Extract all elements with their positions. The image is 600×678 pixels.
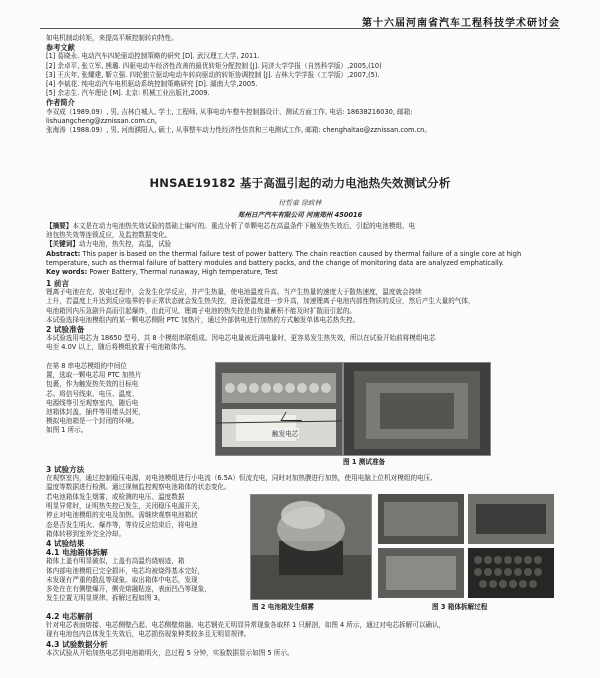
- abstract-en-text: This paper is based on the thermal failure test of power battery. The chain reaction caused by thermal failure of a single core at high: [82, 249, 522, 258]
- author-intro-line: 李双成（1989.09）, 男, 吉林白城人, 学士, 工程师, 从事电动车整车控制器设计、测试方面工作, 电话: 18638216030, 邮箱:: [46, 107, 413, 116]
- section-1: [46, 279, 556, 353]
- figure-1-left-photo: [215, 362, 343, 456]
- subsection-heading: 4.3 试验数据分析: [46, 639, 108, 649]
- body-line: 现有电池包内总体发生失效后，电芯损伤现象种类较多且无明显规律。: [46, 630, 251, 639]
- header-rule: [40, 28, 560, 29]
- body-line: 电至 4.0V 以上，随后将模组放置于电池箱体内。: [46, 343, 191, 352]
- body-line: 多处在在有侧壁爆开，侧壳熔融粘连，表面凹凸等现象，: [46, 585, 211, 594]
- section-heading: 4 试验结果: [46, 539, 85, 549]
- body-line: 箱体上盖有明显破似，上盖有高温灼烧痕迹，箱: [46, 557, 185, 566]
- body-line: 锂离子电池在充、放电过程中，会发生化学反应，并产生热量，使电池温度升高。当产生热量的速度大于散热速度，温度就会持续: [46, 288, 422, 297]
- body-line: 本试验选择电池模组内的某一颗电芯侧附 PTC 加热片，通过外部供电进行加热的方式触发单体电芯热失控。: [46, 315, 360, 324]
- section-heading: 1 前言: [46, 279, 70, 288]
- references-heading: 参考文献: [46, 43, 75, 53]
- abstract-cn-text: 本文是在动力电池热失效试验的基础上编写的。重点分析了单颗电芯在高温条件下触发热失效后，引起的电池模组、电: [72, 222, 416, 230]
- subsection-heading: 4.2 电芯解剖: [46, 612, 93, 621]
- reference-item: [2] 余卓平, 张立军, 熊璐. 四驱电动车经济性改善的最优转矩分配控制 [J]. 同济大学学报（自然科学版）,2005,(10): [46, 61, 382, 70]
- keywords-cn-label: 【关键词】: [46, 240, 79, 249]
- body-line: 如图 1 所示。: [46, 426, 88, 435]
- carryover-line: 如电机制动转矩，来提高平顺控制转向特性。: [46, 34, 178, 42]
- section-3: [46, 465, 556, 493]
- reference-item: [3] 王庆年, 张耀建, 靳立强. 四轮独立驱动电动车转向驱动的转矩协调控制 [J]. 吉林大学学报（工学版）,2007,(5).: [46, 70, 380, 79]
- keywords-cn-line: [46, 240, 556, 249]
- paper-title: HNSAE19182 基于高温引起的动力电池热失效测试分析: [149, 176, 451, 190]
- body-line: 本试验选用电芯为 18650 型号，共 8 个模组串联组成。因电芯电量被近满电量时，更容易发生热失效，所以在试验开始前将模组电芯: [46, 334, 436, 343]
- body-line: 上升，若温度上升达到反应临界的非正常状态就会发生热失控，进而使温度进一步升高，加速锂离子电池内部性物质的反应，然后产生大量的气体，: [46, 297, 475, 306]
- abstract-cn-line: 池包热失效等连锁反应，及监控数据变化。: [46, 231, 172, 240]
- section-4-2: [46, 612, 556, 658]
- body-line: 温度等数据进行检测。通过视频监控观察电池箱体的状态变化。: [46, 483, 231, 492]
- body-line: 模拟电池箱是一个封闭的环境。: [46, 417, 139, 426]
- subsection-heading: 4.1 电池箱体拆解: [46, 548, 108, 558]
- section-heading: 3 试验方法: [46, 465, 85, 474]
- paper-affiliation: 郑州日产汽车有限公司 河南郑州 450016: [237, 211, 363, 219]
- body-line: 态是否发生明火、爆炸等，等待反应结束后，将电池: [46, 520, 198, 529]
- body-line: 箱体转移到室外完全冷却。: [46, 529, 126, 538]
- abstract-block: [46, 222, 556, 277]
- body-line: 明显异常时，证明热失控已发生，关闭稳压电源开关，: [46, 502, 205, 511]
- top-block: [46, 34, 556, 135]
- figure-2-caption: 图 2 电池箱发生烟雾: [252, 603, 314, 611]
- figure-1-annotation: 触发电芯: [272, 430, 299, 438]
- body-line: 芯。将信号线束、电压、温度、: [46, 389, 139, 398]
- author-intro-heading: 作者简介: [46, 98, 75, 108]
- abstract-en-label: Abstract:: [46, 249, 81, 258]
- keywords-en-line: [46, 268, 556, 277]
- reference-item: [5] 余志生. 汽车理论 [M]. 北京: 机械工业出版社,2009.: [46, 89, 210, 98]
- teardown-photos: [378, 494, 554, 598]
- body-line: 包裹，作为触发热失效的目标电: [46, 380, 139, 389]
- abstract-en-line: temperature, such as thermal failure of battery modules and battery packs, and the change of monitoring data are analyzed emphatically.: [46, 258, 504, 267]
- battery-module-photo: [216, 363, 342, 455]
- author-intro-line: 张海涛（1988.09）, 男, 河南濮阳人, 硕士, 从事整车动力性经济性仿真和三电测试工作, 邮箱: chenghaitao@zznissan.com.cn。: [46, 126, 431, 135]
- author-intro-line: lishuangcheng@zznissan.com.cn。: [46, 116, 162, 125]
- body-line: 置，选取一颗电芯用 PTC 加热片: [46, 371, 142, 380]
- section-heading: 2 试验准备: [46, 325, 85, 335]
- body-line: 未发现有严重的散乱等现象。取出箱体中电芯，发现: [46, 575, 198, 584]
- keywords-cn-text: 动力电池，热失控，高温，试验: [78, 240, 172, 249]
- abstract-en-line: [46, 250, 556, 259]
- body-line: 发生位置无明显规律。拆解过程如图 3。: [46, 594, 165, 603]
- keywords-en-label: Key words:: [46, 268, 88, 277]
- running-head: 第十六届河南省汽车工程科技学术研讨会: [362, 18, 560, 29]
- abstract-cn-line: [46, 222, 556, 231]
- reference-item: [1] 葛晓永. 电动汽车四轮驱动控制策略的研究 [D]. 武汉理工大学, 2011.: [46, 52, 260, 61]
- body-line: 停止对电池模组的充电及加热。需继续观察电池箱状: [46, 511, 198, 520]
- section-2-column: [46, 362, 206, 436]
- smoking-battery-box-photo: [251, 495, 371, 599]
- body-line: 在观察室内，通过控制稳压电源，对电池模组进行小电流（6.5A）恒流充电，同时对加热膜进行加热，使用电脑上位机对模组的电压、: [46, 474, 437, 483]
- body-line: 池箱体封盖，插件等用堵头封死，: [46, 408, 145, 417]
- figure-3-grid: [378, 494, 554, 598]
- figure-1-right-photo: [343, 362, 491, 456]
- paper-authors: 付哲豪 徐政林: [278, 199, 322, 207]
- body-line: 本次试验从开始加热电芯到电池箱明火，总过程 5 分钟，实验数据显示如图 5 所示。: [46, 648, 294, 657]
- test-box-photo: [344, 363, 490, 455]
- body-line: 在第 8 串电芯模组的中间位: [46, 362, 127, 370]
- keywords-en-text: Power Battery, Thermal runaway, High temperature, Test: [89, 268, 278, 277]
- section-3-4-column: [46, 493, 242, 603]
- figure-1-caption: 图 1 测试准备: [343, 458, 386, 466]
- body-line: 电源线等引至观察室内，随后电: [46, 398, 139, 407]
- reference-item: [4] 李斌花. 纯电动汽车电机驱动系统控制策略研究 [D]. 湖南大学,2005.: [46, 80, 258, 89]
- body-line: 若电池箱体发生烟雾，或检测的电压、温度数据: [46, 493, 185, 501]
- body-line: 体内部电池模组已完全损坏，电芯均被烧得基本完好，: [46, 566, 205, 575]
- figure-2-photo: [250, 494, 372, 600]
- body-line: 针对电芯表面熔接、电芯侧壁凸起、电芯侧壁熔融、电芯钢壳无明显异常现象各取样 1 只解剖，如图 4 所示，通过对电芯拆解可以确认，: [46, 621, 446, 630]
- figure-3-caption: 图 3 箱体拆解过程: [432, 603, 488, 611]
- abstract-cn-label: 【摘要】: [46, 222, 73, 230]
- body-line: 电池箱因内压急剧升高而引起爆炸，由此可见，锂离子电池的热失控是由热量蓄积不能及时扩散而引起的。: [46, 306, 356, 315]
